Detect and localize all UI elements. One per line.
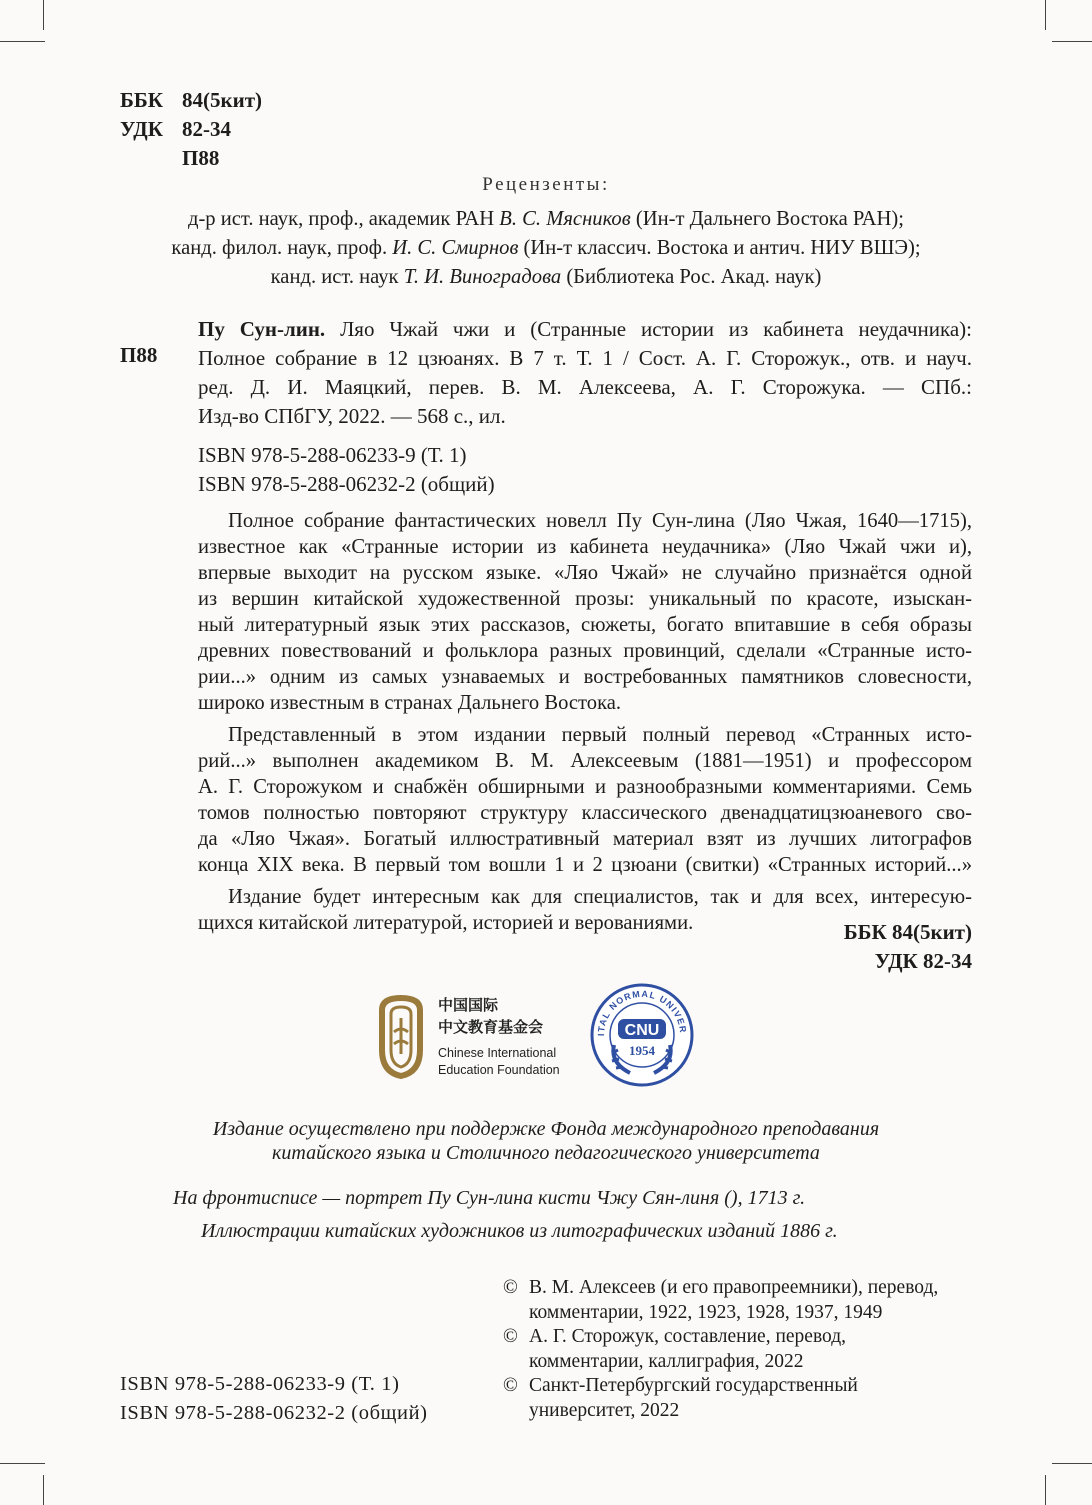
annotation-udk: УДК 82-34 [874, 949, 972, 973]
bbk-line [120, 86, 262, 115]
copyright-entry: © А. Г. Сторожук, составление, перевод, комментарии, каллиграфия, 2022 [503, 1325, 938, 1374]
cnu-seal-emblem [590, 983, 694, 1087]
crop-mark-bottom-right-v [1045, 1475, 1046, 1505]
reviewer-name: В. С. Мясников [499, 208, 631, 230]
crop-mark-bottom-left-h [0, 1463, 45, 1464]
foundation-en-name-2: Education Foundation [438, 1063, 560, 1077]
copyright-entry: © Санкт-Петербургский государственный университет, 2022 [503, 1374, 938, 1423]
entry-line: ред. Д. И. Маяцкий, перев. В. М. Алексеева, А. Г. Сторожука. — СПб.: [198, 375, 972, 399]
copyright-sign: © [503, 1326, 518, 1347]
reviewers-list [0, 205, 1092, 292]
entry-line: Изд-во СПбГУ, 2022. — 568 с., ил. [198, 404, 506, 428]
crop-mark-bottom-right-h [1052, 1463, 1092, 1464]
foundation-en-name-1: Chinese International [438, 1046, 557, 1060]
reviewers-heading: Рецензенты: [482, 174, 610, 195]
entry-author: Пу Сун-лин. [198, 317, 326, 341]
entry-line: Полное собрание в 12 цзюанях. В 7 т. Т. 1 / Сост. А. Г. Сторожук., отв. и науч. [198, 346, 972, 370]
entry-isbn-block [198, 441, 495, 499]
annotation-paragraph-2: Представленный в этом издании первый полный перевод «Странных исто- рий...» выполнен академиком В. М. Алексеевым (1881—1951) и профессором А. Г. Сторожуком и снабжён обширными и разнообразными комментариями. Семь томов полностью повторяют структуру классического двенадцатицзюаневого сво- да «Ляо Чжая». Богатый иллюстративный материал взят из лучших литографов конца XIX века. В первый том вошли 1 и 2 цзюани (свитки) «Странных историй...» [198, 724, 972, 876]
annotation-index-block [772, 918, 972, 976]
reviewer-line: д-р ист. наук, проф., академик РАН В. С. Мясников (Ин-т Дальнего Востока РАН); [187, 208, 905, 230]
isbn-volume: ISBN 978-5-288-06233-9 (Т. 1) [198, 443, 467, 467]
copyright-entry: © В. М. Алексеев (и его правопреемники), перевод, комментарии, 1922, 1923, 1928, 1937, 1949 [503, 1276, 938, 1325]
reviewer-line: канд. филол. наук, проф. И. С. Смирнов (Ин-т классич. Востока и антич. НИУ ВШЭ); [171, 237, 921, 259]
copyright-sign: © [503, 1375, 518, 1396]
udk-value: 82-34 [182, 117, 231, 141]
illustrations-note: Иллюстрации китайских художников из литографических изданий 1886 г. [201, 1220, 838, 1242]
foundation-cn-name-2: 中文教育基金会 [438, 1018, 544, 1036]
crop-mark-bottom-left-v [43, 1475, 44, 1505]
author-mark: П88 [182, 146, 220, 170]
frontispiece-note: На фронтисписе — портрет Пу Сун-лина кисти Чжу Сян-линя (), 1713 г. [173, 1187, 806, 1209]
foundation-emblem-icon [374, 992, 428, 1082]
crop-mark-top-right-v [1045, 0, 1046, 30]
entry-mark: П88 [120, 343, 158, 367]
bbk-label: ББК [120, 88, 163, 112]
crop-mark-top-right-h [1052, 41, 1092, 42]
udk-label: УДК [120, 117, 163, 141]
bottom-isbn-block [120, 1370, 428, 1428]
udk-line [120, 115, 262, 144]
support-note: Издание осуществлено при поддержке Фонда международного преподавания китайского языка и Столичного педагогического университета [212, 1118, 880, 1164]
annotation-paragraph-3: Издание будет интересным как для специалистов, так и для всех, интересую- щихся китайской литературой, историей и верованиями. [198, 886, 972, 934]
seal-arc-text: ITAL NORMAL UNIVER [595, 988, 689, 1037]
bbk-value: 84(5кит) [182, 88, 263, 112]
isbn-set: ISBN 978-5-288-06232-2 (общий) [198, 472, 495, 496]
entry-line: Пу Сун-лин. Ляо Чжай чжи и (Странные истории из кабинета неудачника): [198, 317, 972, 341]
annotation-paragraph-1: Полное собрание фантастических новелл Пу Сун-лина (Ляо Чжая, 1640—1715), известное как «Странные истории из кабинета неудачника» (Ляо Чжай чжи и), впервые выходит на русском языке. «Ляо Чжай» не случайно признаётся одной из вершин китайской художественной прозы: уникальный по красоте, изыскан- ный литературный язык этих рассказов, сюжеты, богато впитавшие в себя образы древних повествований и фольклора разных провинций, сделали «Странные исто- рии...» одним из самых узнаваемых и востребованных памятников словесности, широко известным в странах Дальнего Востока. [198, 510, 972, 714]
copyright-sign: © [503, 1277, 518, 1298]
foundation-cn-name-1: 中国国际 [438, 996, 499, 1014]
seal-year: 1954 [629, 1043, 655, 1058]
reviewer-name: Т. И. Виноградова [403, 266, 562, 288]
cnu-seal [590, 983, 694, 1087]
bottom-isbn-set: ISBN 978-5-288-06232-2 (общий) [120, 1402, 428, 1424]
annotation-bbk: ББК 84(5кит) [843, 920, 972, 944]
crop-mark-top-left-h [0, 41, 45, 42]
bottom-isbn-volume: ISBN 978-5-288-06233-9 (Т. 1) [120, 1373, 400, 1395]
bibliographic-entry [198, 315, 972, 431]
seal-abbr: CNU [624, 1022, 660, 1039]
classification-block [120, 86, 262, 173]
foundation-logo [374, 992, 574, 1082]
annotation [198, 508, 972, 936]
reviewer-line: канд. ист. наук Т. И. Виноградова (Библиотека Рос. Акад. наук) [270, 266, 822, 288]
copyright-block [503, 1276, 938, 1423]
crop-mark-top-left-v [43, 0, 44, 30]
author-mark-line [120, 144, 262, 173]
reviewer-name: И. С. Смирнов [392, 237, 519, 259]
